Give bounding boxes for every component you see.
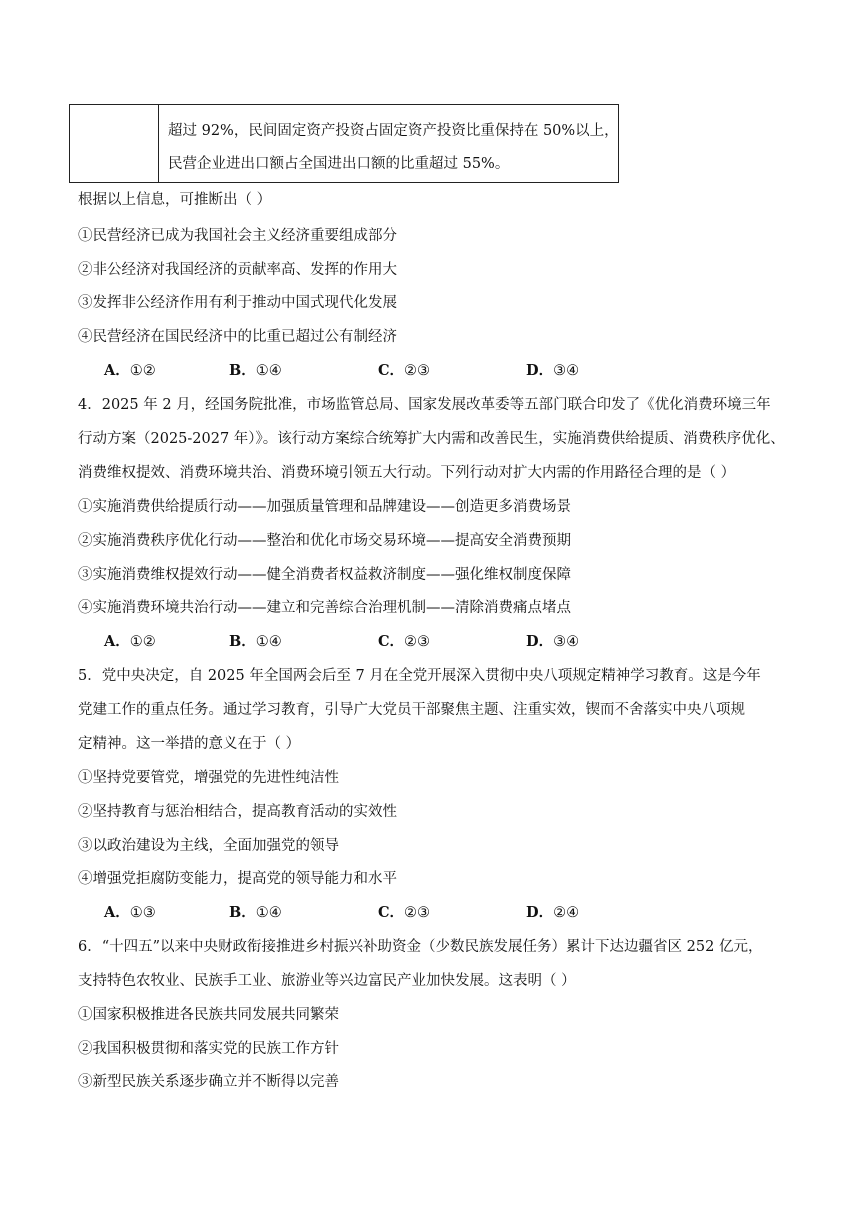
q6-item-1: ①国家积极推进各民族共同发展共同繁荣 (78, 1007, 339, 1023)
q4-option-a[interactable]: A．①② (104, 633, 156, 650)
q3-stem: 根据以上信息，可推断出（ ） (78, 192, 272, 208)
q3-item-2: ②非公经济对我国经济的贡献率高、发挥的作用大 (78, 262, 397, 278)
q5-item-3: ③以政治建设为主线，全面加强党的领导 (78, 838, 339, 854)
q5-option-d[interactable]: D．②④ (526, 904, 580, 921)
q5-item-2: ②坚持教育与惩治相结合，提高教育活动的实效性 (78, 804, 397, 820)
q4-option-c[interactable]: C．②③ (378, 633, 431, 650)
q5-stem-1: 5．党中央决定，自 2025 年全国两会后至 7 月在全党开展深入贯彻中央八项规定精神学习教育。这是今年 (78, 668, 761, 684)
q6-item-2: ②我国积极贯彻和落实党的民族工作方针 (78, 1041, 339, 1057)
q4-stem-3: 消费维权提效、消费环境共治、消费环境引领五大行动。下列行动对扩大内需的作用路径合理的是（ ） (78, 465, 736, 481)
q4-option-d[interactable]: D．③④ (526, 633, 580, 650)
q3-option-d[interactable]: D．③④ (526, 362, 580, 379)
q5-item-4: ④增强党拒腐防变能力，提高党的领导能力和水平 (78, 871, 397, 887)
q4-item-4: ④实施消费环境共治行动——建立和完善综合治理机制——清除消费痛点堵点 (78, 600, 571, 616)
q5-option-a[interactable]: A．①③ (104, 904, 156, 921)
q4-options (104, 632, 624, 652)
q5-options (104, 903, 624, 923)
q3-options (104, 361, 624, 381)
q5-option-b[interactable]: B．①④ (229, 904, 282, 921)
q4-item-3: ③实施消费维权提效行动——健全消费者权益救济制度——强化维权制度保障 (78, 567, 571, 583)
q4-item-1: ①实施消费供给提质行动——加强质量管理和品牌建设——创造更多消费场景 (78, 499, 571, 515)
data-table (69, 104, 619, 183)
q5-option-c[interactable]: C．②③ (378, 904, 431, 921)
q4-stem-1: 4．2025 年 2 月，经国务院批准，市场监管总局、国家发展改革委等五部门联合印发了《优化消费环境三年 (78, 397, 771, 413)
q4-stem-2: 行动方案（2025-2027 年）》。该行动方案综合统筹扩大内需和改善民生，实施消费供给提质、消费秩序优化、 (78, 431, 785, 447)
q3-item-4: ④民营经济在国民经济中的比重已超过公有制经济 (78, 329, 397, 345)
q6-stem-2: 支持特色农牧业、民族手工业、旅游业等兴边富民产业加快发展。这表明（ ） (78, 973, 576, 989)
q3-option-b[interactable]: B．①④ (229, 362, 282, 379)
q5-stem-2: 党建工作的重点任务。通过学习教育，引导广大党员干部聚焦主题、注重实效，锲而不舍落实中央八项规 (78, 702, 745, 718)
q3-item-1: ①民营经济已成为我国社会主义经济重要组成部分 (78, 228, 397, 244)
q3-option-c[interactable]: C．②③ (378, 362, 431, 379)
q3-option-a[interactable]: A．①② (104, 362, 156, 379)
q5-stem-3: 定精神。这一举措的意义在于（ ） (78, 736, 301, 752)
q4-item-2: ②实施消费秩序优化行动——整治和优化市场交易环境——提高安全消费预期 (78, 533, 571, 549)
q4-option-b[interactable]: B．①④ (229, 633, 282, 650)
table-line-2: 民营企业进出口额占全国进出口额的比重超过 55%。 (168, 156, 510, 172)
q6-item-3: ③新型民族关系逐步确立并不断得以完善 (78, 1074, 339, 1090)
q3-item-3: ③发挥非公经济作用有利于推动中国式现代化发展 (78, 295, 397, 311)
table-left-cell (70, 105, 159, 182)
q5-item-1: ①坚持党要管党，增强党的先进性纯洁性 (78, 770, 339, 786)
table-line-1: 超过 92%，民间固定资产投资占固定资产投资比重保持在 50%以上， (168, 123, 619, 139)
q6-stem-1: 6．“十四五”以来中央财政衔接推进乡村振兴补助资金（少数民族发展任务）累计下达边疆省区 252 亿元， (78, 939, 763, 955)
